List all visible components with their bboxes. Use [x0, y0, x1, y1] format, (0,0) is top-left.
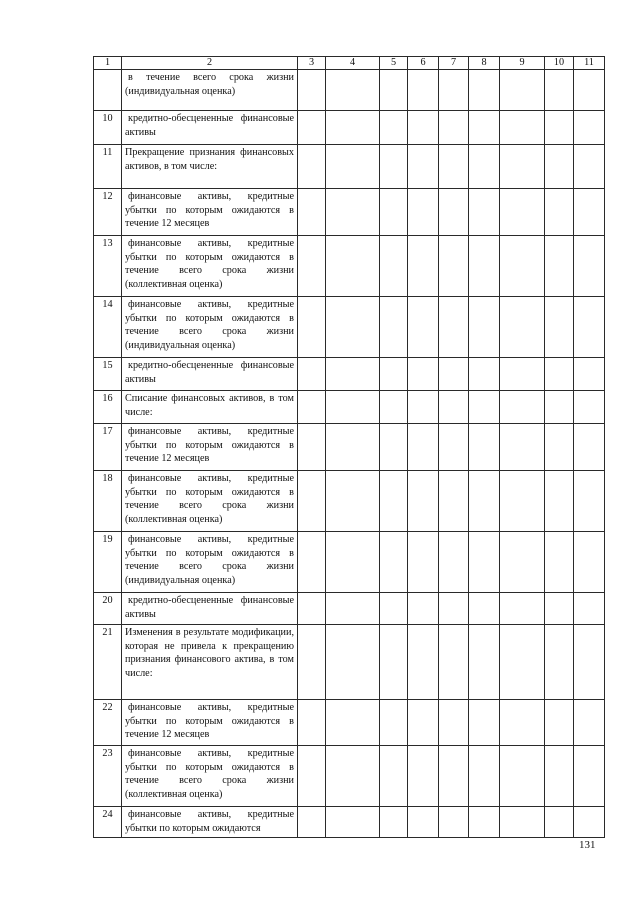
empty-cell [408, 593, 439, 625]
empty-cell [326, 145, 380, 189]
empty-cell [298, 358, 326, 391]
empty-cell [298, 111, 326, 145]
row-description: финансовые активы, кредитные убытки по которым ожидаются в течение 12 месяцев [122, 189, 298, 236]
empty-cell [326, 700, 380, 746]
empty-cell [439, 593, 469, 625]
empty-cell [380, 391, 408, 424]
row-number: 15 [94, 358, 122, 391]
empty-cell [545, 70, 574, 111]
empty-cell [380, 236, 408, 297]
empty-cell [574, 471, 605, 532]
table-row [94, 111, 605, 145]
column-header: 4 [326, 57, 380, 70]
empty-cell [545, 746, 574, 807]
empty-cell [408, 807, 439, 838]
empty-cell [574, 593, 605, 625]
empty-cell [500, 111, 545, 145]
empty-cell [500, 391, 545, 424]
empty-cell [469, 189, 500, 236]
column-header: 3 [298, 57, 326, 70]
empty-cell [408, 746, 439, 807]
empty-cell [298, 145, 326, 189]
empty-cell [380, 424, 408, 471]
row-description: финансовые активы, кредитные убытки по которым ожидаются в течение всего срока жизни (индивидуальная оценка) [122, 297, 298, 358]
empty-cell [545, 358, 574, 391]
empty-cell [326, 625, 380, 700]
empty-cell [408, 297, 439, 358]
empty-cell [380, 358, 408, 391]
empty-cell [574, 111, 605, 145]
empty-cell [298, 70, 326, 111]
empty-cell [545, 424, 574, 471]
empty-cell [408, 189, 439, 236]
empty-cell [408, 471, 439, 532]
empty-cell [298, 424, 326, 471]
empty-cell [439, 746, 469, 807]
empty-cell [469, 593, 500, 625]
empty-cell [469, 391, 500, 424]
column-header: 5 [380, 57, 408, 70]
row-description: финансовые активы, кредитные убытки по которым ожидаются в течение всего срока жизни (коллективная оценка) [122, 746, 298, 807]
table-row [94, 746, 605, 807]
empty-cell [469, 471, 500, 532]
row-number [94, 70, 122, 111]
row-description: финансовые активы, кредитные убытки по которым ожидаются в течение всего срока жизни (коллективная оценка) [122, 236, 298, 297]
empty-cell [574, 189, 605, 236]
header-row [94, 57, 605, 70]
row-description: Списание финансовых активов, в том числе: [122, 391, 298, 424]
empty-cell [380, 625, 408, 700]
empty-cell [439, 70, 469, 111]
empty-cell [326, 236, 380, 297]
table-row [94, 625, 605, 700]
empty-cell [574, 145, 605, 189]
empty-cell [574, 297, 605, 358]
empty-cell [380, 70, 408, 111]
empty-cell [408, 358, 439, 391]
empty-cell [469, 70, 500, 111]
row-number: 23 [94, 746, 122, 807]
empty-cell [469, 145, 500, 189]
table-row [94, 807, 605, 838]
empty-cell [298, 700, 326, 746]
empty-cell [500, 424, 545, 471]
column-header: 9 [500, 57, 545, 70]
empty-cell [326, 593, 380, 625]
form-table [93, 56, 605, 838]
empty-cell [439, 391, 469, 424]
row-number: 21 [94, 625, 122, 700]
empty-cell [298, 593, 326, 625]
empty-cell [500, 145, 545, 189]
empty-cell [469, 807, 500, 838]
empty-cell [298, 391, 326, 424]
empty-cell [439, 358, 469, 391]
empty-cell [439, 236, 469, 297]
empty-cell [298, 236, 326, 297]
empty-cell [500, 70, 545, 111]
empty-cell [574, 625, 605, 700]
empty-cell [326, 532, 380, 593]
empty-cell [326, 391, 380, 424]
table-row [94, 145, 605, 189]
empty-cell [408, 625, 439, 700]
empty-cell [298, 471, 326, 532]
table-row [94, 70, 605, 111]
row-number: 18 [94, 471, 122, 532]
empty-cell [574, 807, 605, 838]
empty-cell [574, 746, 605, 807]
page-number: 131 [579, 839, 596, 851]
row-description: финансовые активы, кредитные убытки по которым ожидаются в течение всего срока жизни (индивидуальная оценка) [122, 532, 298, 593]
row-number: 20 [94, 593, 122, 625]
column-header: 11 [574, 57, 605, 70]
empty-cell [408, 424, 439, 471]
empty-cell [574, 236, 605, 297]
empty-cell [326, 111, 380, 145]
empty-cell [469, 424, 500, 471]
empty-cell [326, 807, 380, 838]
table-row [94, 532, 605, 593]
empty-cell [326, 189, 380, 236]
empty-cell [574, 532, 605, 593]
empty-cell [500, 297, 545, 358]
row-number: 22 [94, 700, 122, 746]
empty-cell [439, 145, 469, 189]
row-number: 14 [94, 297, 122, 358]
empty-cell [408, 111, 439, 145]
empty-cell [408, 391, 439, 424]
empty-cell [545, 471, 574, 532]
empty-cell [326, 424, 380, 471]
empty-cell [439, 807, 469, 838]
table-row [94, 358, 605, 391]
column-header: 2 [122, 57, 298, 70]
empty-cell [439, 297, 469, 358]
empty-cell [380, 111, 408, 145]
empty-cell [545, 593, 574, 625]
row-number: 17 [94, 424, 122, 471]
row-number: 24 [94, 807, 122, 838]
empty-cell [380, 471, 408, 532]
row-number: 10 [94, 111, 122, 145]
empty-cell [500, 807, 545, 838]
empty-cell [545, 391, 574, 424]
empty-cell [439, 111, 469, 145]
empty-cell [380, 807, 408, 838]
empty-cell [469, 111, 500, 145]
empty-cell [545, 700, 574, 746]
empty-cell [469, 625, 500, 700]
empty-cell [545, 236, 574, 297]
empty-cell [298, 297, 326, 358]
empty-cell [408, 236, 439, 297]
empty-cell [298, 807, 326, 838]
empty-cell [545, 297, 574, 358]
empty-cell [439, 189, 469, 236]
row-description: кредитно-обесцененные финансовые активы [122, 358, 298, 391]
table-row [94, 593, 605, 625]
row-description: финансовые активы, кредитные убытки по которым ожидаются в течение 12 месяцев [122, 424, 298, 471]
empty-cell [574, 700, 605, 746]
empty-cell [469, 700, 500, 746]
empty-cell [326, 70, 380, 111]
empty-cell [500, 236, 545, 297]
empty-cell [380, 297, 408, 358]
empty-cell [500, 593, 545, 625]
row-description: Изменения в результате модификации, которая не привела к прекращению признания финансового актива, в том числе: [122, 625, 298, 700]
row-number: 13 [94, 236, 122, 297]
empty-cell [439, 471, 469, 532]
empty-cell [574, 358, 605, 391]
column-header: 8 [469, 57, 500, 70]
table-row [94, 297, 605, 358]
row-description: в течение всего срока жизни (индивидуальная оценка) [122, 70, 298, 111]
empty-cell [439, 625, 469, 700]
empty-cell [380, 189, 408, 236]
empty-cell [298, 189, 326, 236]
row-description: кредитно-обесцененные финансовые активы [122, 111, 298, 145]
empty-cell [380, 593, 408, 625]
empty-cell [545, 807, 574, 838]
empty-cell [439, 532, 469, 593]
empty-cell [326, 471, 380, 532]
empty-cell [439, 700, 469, 746]
empty-cell [500, 746, 545, 807]
empty-cell [326, 746, 380, 807]
row-description: финансовые активы, кредитные убытки по которым ожидаются [122, 807, 298, 838]
empty-cell [500, 471, 545, 532]
empty-cell [298, 625, 326, 700]
table-row [94, 391, 605, 424]
table-row [94, 424, 605, 471]
empty-cell [574, 424, 605, 471]
empty-cell [574, 391, 605, 424]
empty-cell [326, 358, 380, 391]
row-number: 19 [94, 532, 122, 593]
empty-cell [545, 189, 574, 236]
column-header: 10 [545, 57, 574, 70]
empty-cell [545, 111, 574, 145]
empty-cell [326, 297, 380, 358]
empty-cell [545, 145, 574, 189]
empty-cell [380, 700, 408, 746]
empty-cell [500, 189, 545, 236]
row-number: 16 [94, 391, 122, 424]
empty-cell [469, 358, 500, 391]
empty-cell [408, 532, 439, 593]
empty-cell [298, 746, 326, 807]
table-row [94, 700, 605, 746]
empty-cell [380, 746, 408, 807]
table-body [94, 70, 605, 838]
empty-cell [380, 532, 408, 593]
empty-cell [469, 236, 500, 297]
empty-cell [298, 532, 326, 593]
empty-cell [500, 700, 545, 746]
column-header: 7 [439, 57, 469, 70]
empty-cell [408, 70, 439, 111]
empty-cell [439, 424, 469, 471]
empty-cell [380, 145, 408, 189]
empty-cell [469, 297, 500, 358]
empty-cell [545, 532, 574, 593]
row-description: Прекращение признания финансовых активов, в том числе: [122, 145, 298, 189]
table-row [94, 236, 605, 297]
column-header: 6 [408, 57, 439, 70]
empty-cell [469, 746, 500, 807]
row-number: 11 [94, 145, 122, 189]
empty-cell [500, 532, 545, 593]
row-description: финансовые активы, кредитные убытки по которым ожидаются в течение 12 месяцев [122, 700, 298, 746]
empty-cell [545, 625, 574, 700]
column-header: 1 [94, 57, 122, 70]
row-description: кредитно-обесцененные финансовые активы [122, 593, 298, 625]
empty-cell [574, 70, 605, 111]
table-row [94, 189, 605, 236]
row-number: 12 [94, 189, 122, 236]
empty-cell [469, 532, 500, 593]
empty-cell [500, 625, 545, 700]
empty-cell [500, 358, 545, 391]
table-row [94, 471, 605, 532]
empty-cell [408, 145, 439, 189]
empty-cell [408, 700, 439, 746]
row-description: финансовые активы, кредитные убытки по которым ожидаются в течение всего срока жизни (коллективная оценка) [122, 471, 298, 532]
